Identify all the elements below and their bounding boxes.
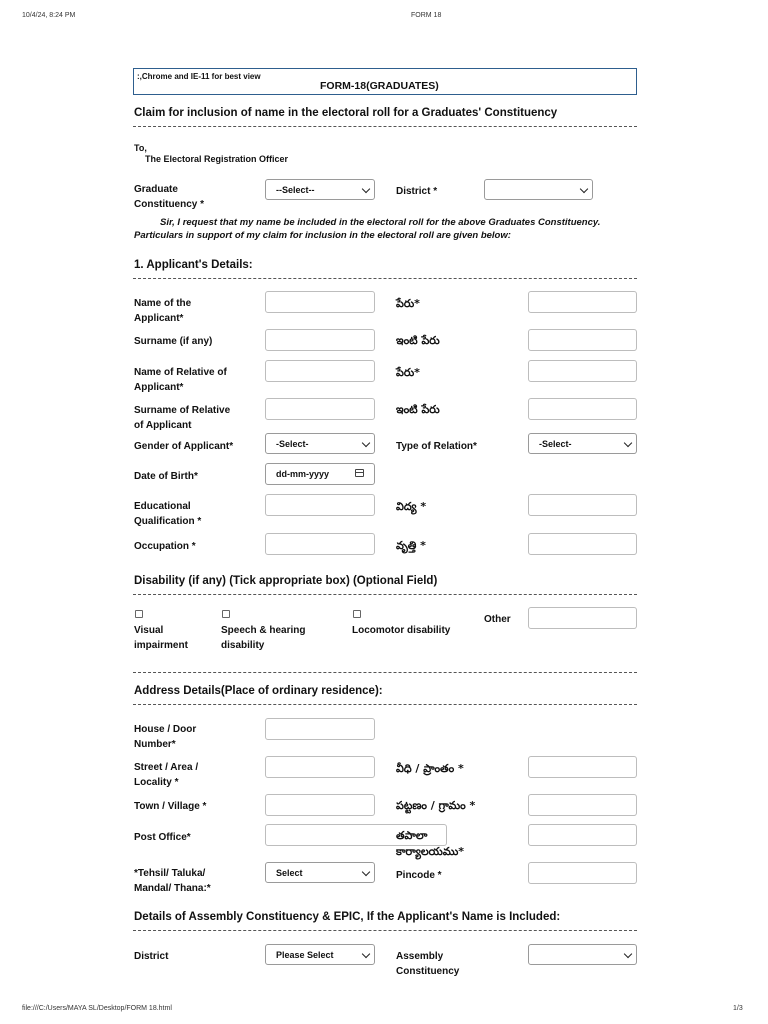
print-footer-path: file:///C:/Users/MAYA SL/Desktop/FORM 18.html [22,1005,172,1012]
visual-impairment-checkbox[interactable] [135,610,143,618]
education-label: Educational Qualification * [134,501,202,527]
occupation-te-input[interactable] [528,533,637,555]
tehsil-select[interactable] [265,862,375,883]
speech-hearing-checkbox[interactable] [222,610,230,618]
post-office-label: Post Office* [134,832,191,843]
applicant-name-input[interactable] [265,291,375,313]
addressee-officer: The Electoral Registration Officer [145,154,289,164]
calendar-icon[interactable] [355,469,364,477]
chevron-down-icon [362,439,370,447]
gender-label: Gender of Applicant* [134,441,234,452]
assembly-section-heading: Details of Assembly Constituency & EPIC, If the Applicant's Name is Included: [134,911,561,923]
relative-surname-label: Surname of Relative of Applicant [134,405,231,431]
education-te-input[interactable] [528,494,637,516]
assembly-district-value: Please Select [276,950,334,960]
pincode-input[interactable] [528,862,637,884]
town-input[interactable] [265,794,375,816]
education-input[interactable] [265,494,375,516]
claim-heading: Claim for inclusion of name in the electoral roll for a Graduates' Constituency [134,107,558,119]
relation-type-label: Type of Relation* [396,441,477,452]
surname-te-input[interactable] [528,329,637,351]
house-number-label: House / Door Number* [134,724,197,750]
intro-line-1: Sir, I request that my name be included in the electoral roll for the above Graduates Constituency. [160,217,601,228]
divider [133,704,637,705]
relative-name-input[interactable] [265,360,375,382]
assembly-constituency-label: Assembly Constituency [396,951,460,977]
street-te-label: వీధి / ప్రాంతం * [396,762,464,775]
relative-surname-te-label: ఇంటి పేరు [396,403,440,416]
graduate-constituency-value: --Select-- [276,185,315,195]
relative-surname-input[interactable] [265,398,375,420]
divider [133,672,637,673]
applicant-name-te-input[interactable] [528,291,637,313]
town-te-label: పట్టణం / గ్రామం * [396,799,476,812]
dob-placeholder: dd-mm-yyyy [276,469,330,479]
occupation-label: Occupation * [134,541,196,552]
print-page-title: FORM 18 [411,12,442,19]
other-disability-label: Other [484,614,511,625]
occupation-te-label: వృత్తి * [396,539,426,552]
chevron-down-icon [362,950,370,958]
form-banner [133,68,637,95]
graduate-constituency-select[interactable] [265,179,375,200]
relative-name-te-input[interactable] [528,360,637,382]
dob-input[interactable] [265,463,375,485]
relative-name-te-label: పేరు* [396,366,420,379]
relation-type-select[interactable] [528,433,637,454]
divider [133,594,637,595]
chevron-down-icon [624,439,632,447]
applicant-name-label: Name of the Applicant* [134,298,192,324]
pincode-label: Pincode * [396,870,442,881]
chevron-down-icon [362,868,370,876]
browser-note: :,Chrome and IE-11 for best view [137,72,261,81]
other-disability-input[interactable] [528,607,637,629]
dob-label: Date of Birth* [134,471,198,482]
chevron-down-icon [362,185,370,193]
surname-te-label: ఇంటి పేరు [396,334,440,347]
education-te-label: విద్య * [396,500,427,513]
town-te-input[interactable] [528,794,637,816]
assembly-constituency-select[interactable] [528,944,637,965]
district-select[interactable] [484,179,593,200]
post-office-te-label: తపాలా కార్యాలయము* [396,829,465,858]
house-number-input[interactable] [265,718,375,740]
occupation-input[interactable] [265,533,375,555]
town-label: Town / Village * [134,801,207,812]
relative-name-label: Name of Relative of Applicant* [134,367,227,393]
speech-hearing-label: Speech & hearing disability [221,625,306,651]
chevron-down-icon [624,950,632,958]
addressee-to: To, [134,143,147,153]
street-input[interactable] [265,756,375,778]
tehsil-value: Select [276,868,303,878]
visual-impairment-label: Visual impairment [134,625,188,651]
applicant-name-te-label: పేరు* [396,297,420,310]
applicant-section-heading: 1. Applicant's Details: [134,259,253,271]
tehsil-label: *Tehsil/ Taluka/ Mandal/ Thana:* [134,868,211,894]
district-label: District * [396,186,438,197]
print-datetime: 10/4/24, 8:24 PM [22,12,76,19]
graduate-constituency-label: Graduate Constituency * [134,184,205,210]
locomotor-label: Locomotor disability [352,625,451,636]
relation-type-value: -Select- [539,439,572,449]
chevron-down-icon [580,185,588,193]
divider [133,126,637,127]
form-title: FORM-18(GRADUATES) [320,80,439,92]
assembly-district-select[interactable] [265,944,375,965]
assembly-district-label: District [134,951,169,962]
disability-section-heading: Disability (if any) (Tick appropriate box) (Optional Field) [134,575,438,587]
surname-label: Surname (if any) [134,336,213,347]
locomotor-checkbox[interactable] [353,610,361,618]
divider [133,278,637,279]
intro-line-2: Particulars in support of my claim for inclusion in the electoral roll are given below: [134,230,511,241]
post-office-te-input[interactable] [528,824,637,846]
street-label: Street / Area / Locality * [134,762,199,788]
street-te-input[interactable] [528,756,637,778]
surname-input[interactable] [265,329,375,351]
print-page-count: 1/3 [733,1005,743,1012]
gender-value: -Select- [276,439,309,449]
address-section-heading: Address Details(Place of ordinary residence): [134,685,383,697]
divider [133,930,637,931]
gender-select[interactable] [265,433,375,454]
relative-surname-te-input[interactable] [528,398,637,420]
